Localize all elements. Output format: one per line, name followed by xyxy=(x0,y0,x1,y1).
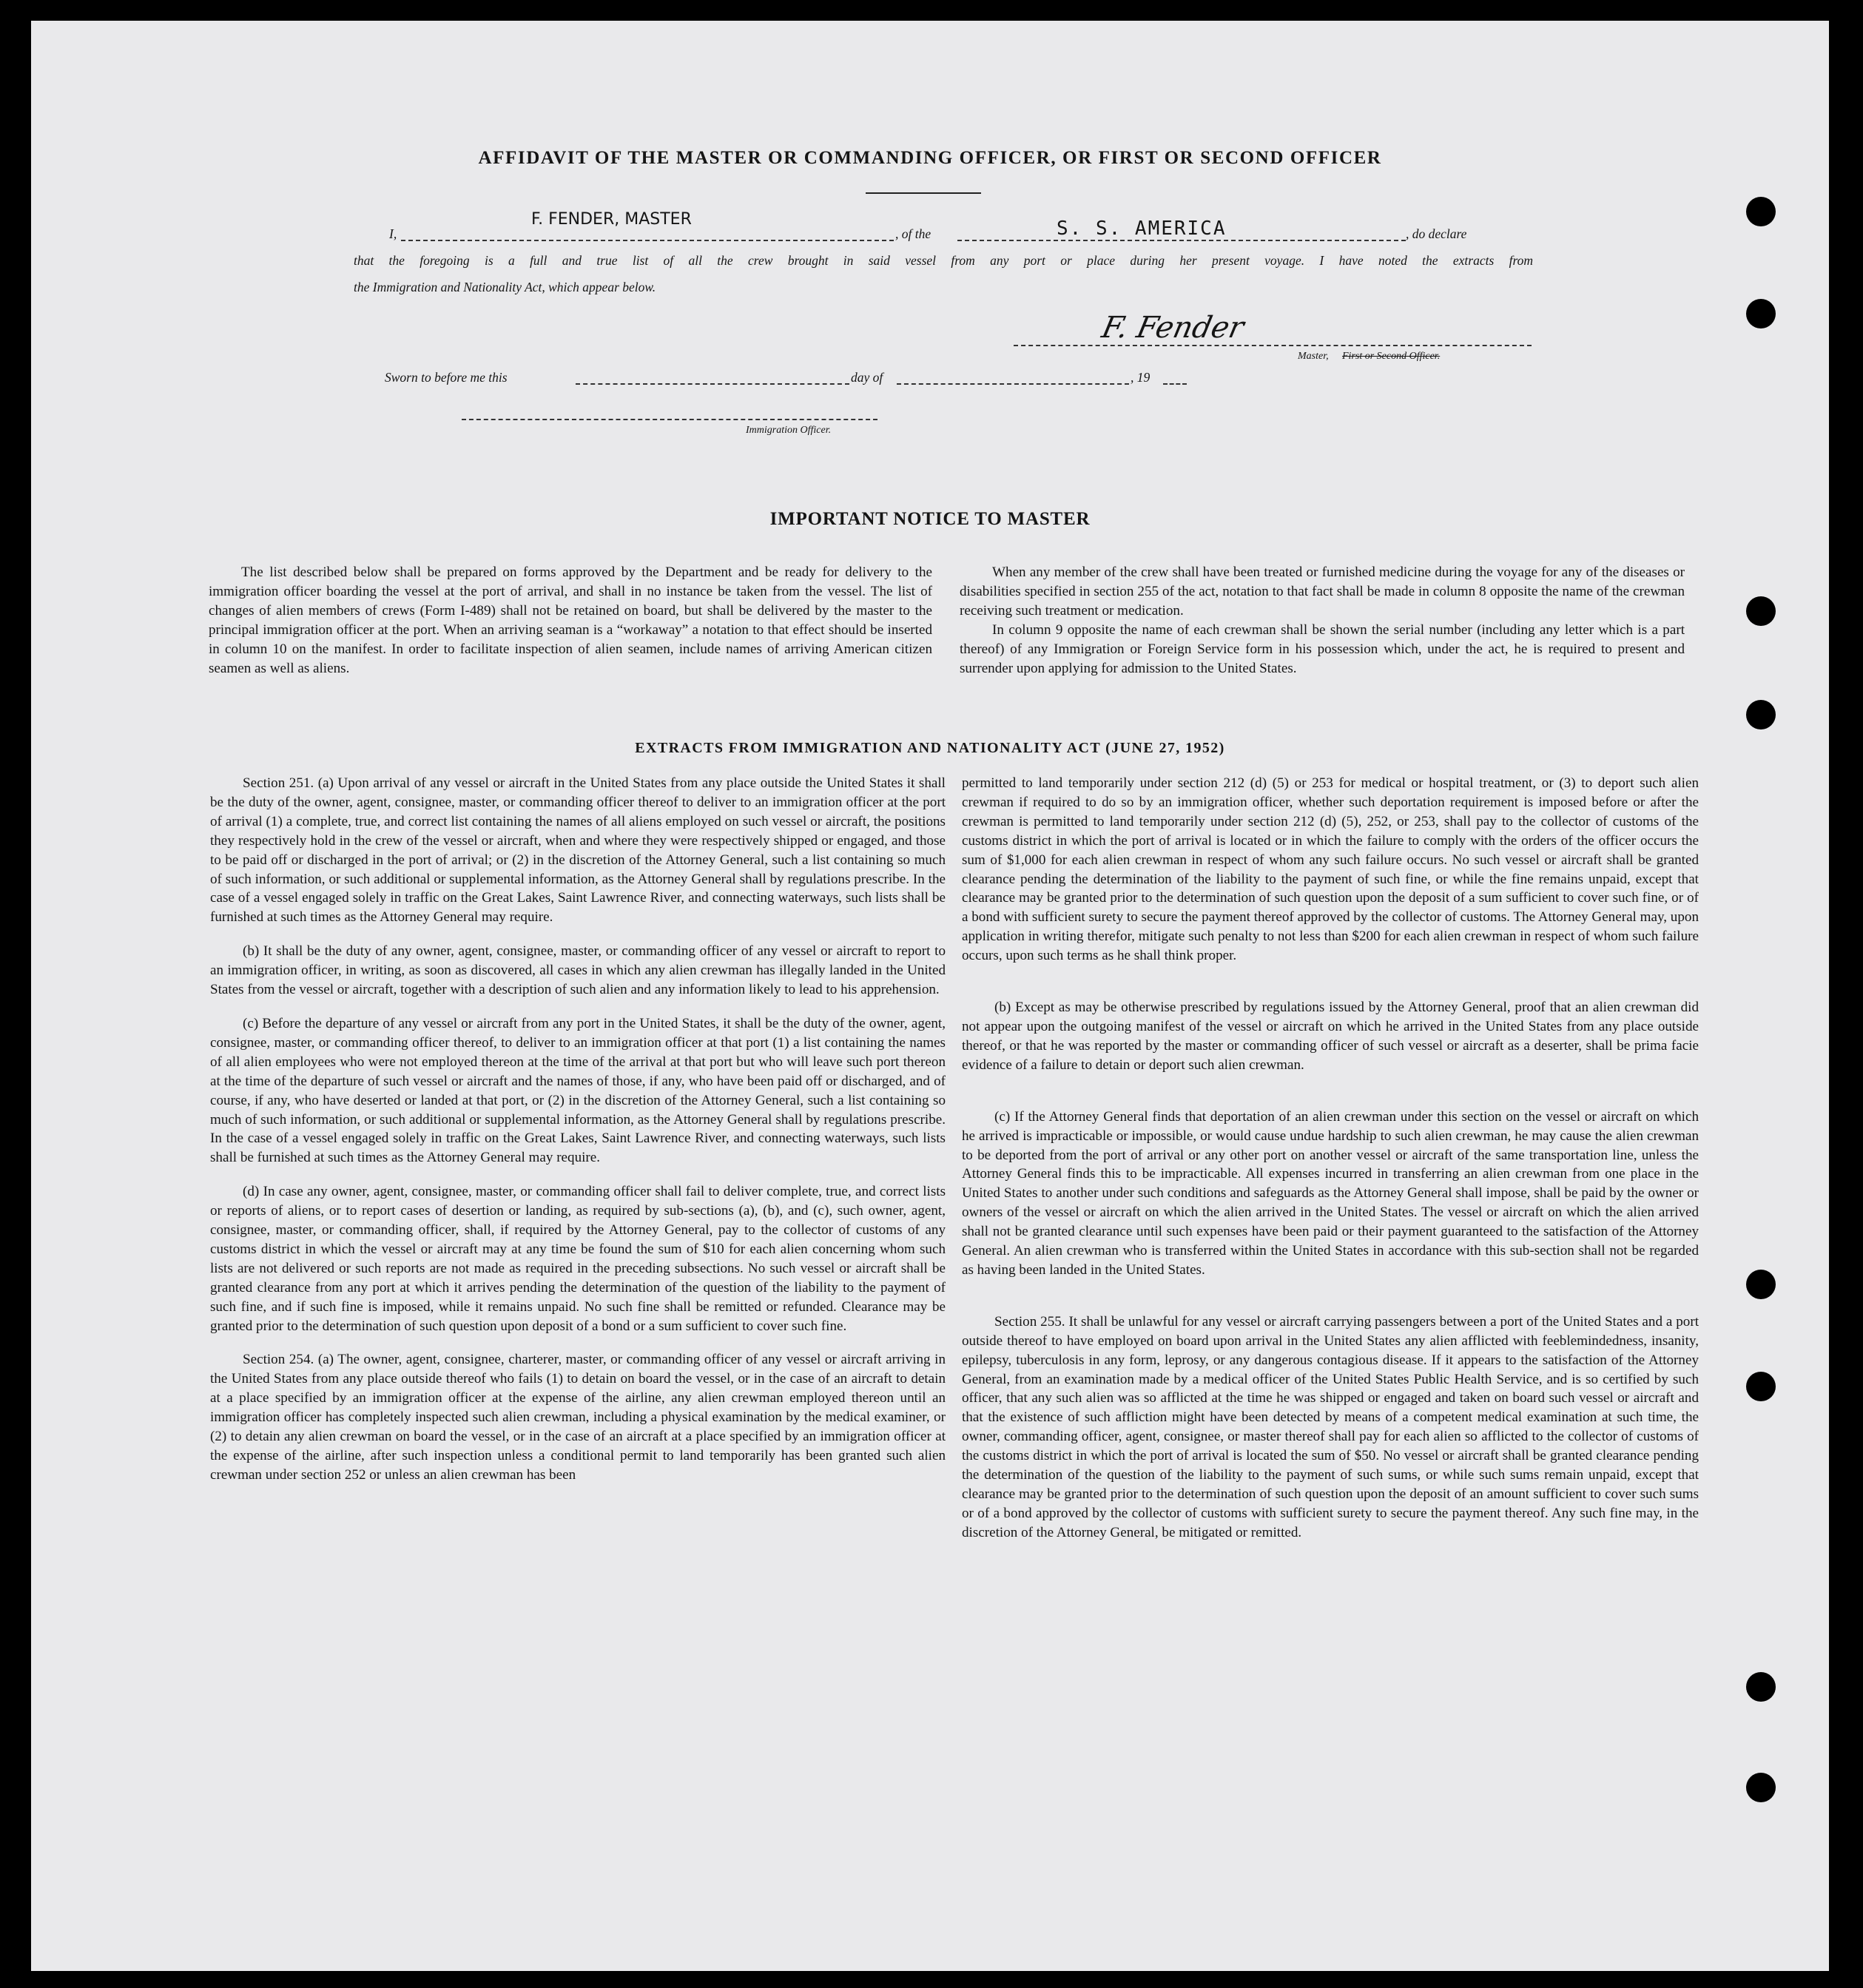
signer-title-struck: First or Second Officer. xyxy=(1342,351,1441,362)
title-rule xyxy=(866,192,981,194)
sworn-year-line xyxy=(1163,383,1187,385)
document-page xyxy=(31,21,1829,1971)
punch-hole xyxy=(1746,1773,1776,1802)
master-name: F. FENDER, MASTER xyxy=(531,210,692,229)
of-the-label: , of the xyxy=(895,226,932,241)
declaration-line-1: that the foregoing is a full and true list of all the crew brought in said vessel from any port or place during her present voyage. I have noted the extracts from xyxy=(354,253,1533,268)
officer-signature-line xyxy=(462,419,877,420)
section-255: Section 255. It shall be unlawful for any vessel or aircraft carrying passengers between a port of the United States and a port outside thereof to have employed on board upon arrival in the United States any alien afflicted with feeblemindedness, insanity, epilepsy, tuberculosis in any form, leprosy, or any dangerous contagious disease. If it appears to the satisfaction of the Attorney General, from an examination made by a medical officer of the United States Public Health Service, and is so certified by such officer, that any such alien was so afflicted at the time he was shipped or engaged and taken on board such vessel or aircraft and that the existence of such affliction might have been detected by means of a competent medical examination at such time, the owner, commanding officer, agent, consignee, or master thereof shall pay for each alien so afflicted to the collector of customs of the customs district in which the port of arrival is located the sum of $50. No vessel or aircraft shall be granted clearance pending the determination of the question of the liability to the payment of such sums, or while such sums remain unpaid, except that clearance may be granted prior to the determination of such question upon the deposit of an amount sufficient to cover such sums or of a bond approved by the collector of customs with sufficient surety to secure the payment thereof. Any such fine may, in the discretion of the Attorney General, be mitigated or remitted. xyxy=(962,1313,1699,1540)
punch-hole xyxy=(1746,299,1776,328)
sworn-label: Sworn to before me this xyxy=(385,370,508,385)
day-of-label: day of xyxy=(851,370,883,385)
section-251a: Section 251. (a) Upon arrival of any vessel or aircraft in the United States from any place outside the United States it shall be the duty of the owner, agent, consignee, master, or commanding officer thereof to deliver to an immigration officer at the port of arrival (1) a complete, true, and correct list containing the names of all aliens employed on such vessel or aircraft, the positions they respectively hold in the crew of the vessel or aircraft, when and where they were respectively shipped or engaged, and those to be paid off or discharged in the port of arrival; or (2) in the discretion of the Attorney General, such a list containing so much of such information, or such additional or supplemental information, as the Attorney General shall by regulations prescribe. In the case of a vessel engaged solely in traffic on the Great Lakes, Saint Lawrence River, and connecting waterways, such lists shall be furnished at such times as the Attorney General may require. xyxy=(210,775,946,926)
vessel-line xyxy=(957,240,1406,241)
declaration-line-2: the Immigration and Nationality Act, which appear below. xyxy=(354,280,656,294)
vessel-name: S. S. AMERICA xyxy=(1057,218,1227,240)
extracts-right-column xyxy=(962,774,1699,1543)
section-254c: (c) If the Attorney General finds that deportation of an alien crewman under this section on the vessel or aircraft on which he arrived is impracticable or impossible, or would cause undue hardship to such alien crewman, he may cause the alien crewman to be deported from the port of arrival or any other port on another vessel or aircraft of the same transportation line, unless the Attorney General finds this to be impracticable. All expenses incurred in transferring an alien crewman from one place in the United States to another under such conditions and safeguards as the Attorney General shall impose, shall be paid by the owner or owners of the vessel or aircraft on which the alien arrived in the United States. The vessel or aircraft on which the alien arrived shall not be granted clearance until such expenses have been paid or their payment guaranteed to the satisfaction of the Attorney General. An alien crewman who is transferred within the United States in accordance with this sub-section shall not be regarded as having been landed in the United States. xyxy=(962,1108,1699,1278)
notice-left-column xyxy=(209,563,932,678)
name-line xyxy=(401,240,894,241)
section-251c: (c) Before the departure of any vessel or aircraft from any port in the United States, it shall be the duty of the owner, agent, consignee, master, or commanding officer thereof, to deliver to an immigration officer at that port (1) a list containing the names of all alien employees who were not employed thereon at the time of the arrival at that port but who will leave such port thereon at the time of the departure of such vessel or aircraft and the names of those, if any, who have been paid off or discharged, and of course, if any, who have deserted or landed at that port, or (2) in the discretion of the Attorney General, such a list containing so much of such information, or such additional or supplemental information, as the Attorney General shall by regulations prescribe. In the case of a vessel engaged solely in traffic on the Great Lakes, Saint Lawrence River, and connecting waterways, such lists shall be furnished at such times as the Attorney General may require. xyxy=(210,1015,946,1166)
section-251b: (b) It shall be the duty of any owner, agent, consignee, master, or commanding officer of any vessel or aircraft to report to an immigration officer, in writing, as soon as discovered, all cases in which any alien crewman has illegally landed in the United States from the vessel or aircraft, together with a description of such alien and any information likely to lead to his apprehension. xyxy=(210,943,946,998)
notice-right-paragraph-2: In column 9 opposite the name of each crewman shall be shown the serial number (including any letter which is a part thereof) of any Immigration or Foreign Service form in his possession which, under the act, he is required to present and surrender upon applying for admission to the United States. xyxy=(960,621,1685,676)
notice-right-paragraph-1: When any member of the crew shall have been treated or furnished medicine during the voyage for any of the diseases or disabilities specified in section 255 of the act, notation to that fact shall be made in column 8 opposite the name of the crewman receiving such treatment or medication. xyxy=(960,565,1685,619)
notice-title: IMPORTANT NOTICE TO MASTER xyxy=(769,509,1091,529)
punch-hole xyxy=(1746,1672,1776,1702)
affidavit-title: AFFIDAVIT OF THE MASTER OR COMMANDING OFFICER, OR FIRST OR SECOND OFFICER xyxy=(478,148,1382,168)
immigration-officer-label: Immigration Officer. xyxy=(746,425,832,436)
do-declare-label: , do declare xyxy=(1406,226,1467,241)
extracts-title: EXTRACTS FROM IMMIGRATION AND NATIONALITY ACT (JUNE 27, 1952) xyxy=(635,740,1225,756)
sworn-day-line xyxy=(576,383,849,385)
section-251d: (d) In case any owner, agent, consignee, master, or commanding officer shall fail to deliver complete, true, and correct lists or reports of aliens, or to report cases of desertion or landing, as required by sub-sections (a), (b), and (c), such owner, agent, consignee, master, or commanding officer, shall, if required by the Attorney General, pay to the collector of customs of any customs district in which the vessel or aircraft may at any time be found the sum of $10 for each alien concerning whom such lists are not delivered or such reports are not made as required in the preceding subsections. No such vessel or aircraft shall be granted clearance from any port at which it arrives pending the determination of the question of the liability to the payment of such fine, and if such fine is imposed, while it remains unpaid. No such fine shall be remitted or refunded. Clearance may be granted prior to the determination of such question upon deposit of a bond or a sum sufficient to cover such fine. xyxy=(210,1184,946,1334)
section-254a-continued: permitted to land temporarily under section 212 (d) (5) or 253 for medical or hospital treatment, or (3) to deport such alien crewman if required to do so by an immigration officer, whether such deportation requirement is imposed before or after the crewman is permitted to land temporarily under section 212 (d) (5), 252, or 253, shall pay to the collector of customs of the customs district in which the port of arrival is located or in which the failure to comply with the orders of the officer occurs the sum of $1,000 for each alien crewman in respect of whom any such failure occurs. No such vessel or aircraft shall be granted clearance pending the determination of the liability to the payment of such fine, or while the fine remains unpaid, except that clearance may be granted prior to the determination of such question upon the deposit of a sum sufficient to cover such fine, or of a bond with sufficient surety to secure the payment thereof approved by the collector of customs. The Attorney General may, upon application in writing therefor, mitigate such penalty to not less than $200 for each alien crewman in respect of whom such failure occurs, upon such terms as he shall think proper. xyxy=(962,775,1699,964)
extracts-left-column xyxy=(210,774,946,1485)
section-254b: (b) Except as may be otherwise prescribed by regulations issued by the Attorney General, proof that an alien crewman did not appear upon the outgoing manifest of the vessel or aircraft on which he arrived in the United States from any place outside thereof, or that he was reported by the master or commanding officer of such vessel or aircraft as a deserter, shall be prima facie evidence of a failure to detain or deport such alien crewman. xyxy=(962,1000,1699,1073)
signature-line xyxy=(1014,345,1532,346)
notice-right-column xyxy=(960,563,1685,678)
signer-title-master: Master, xyxy=(1298,351,1329,362)
punch-hole xyxy=(1746,1270,1776,1299)
punch-hole xyxy=(1746,1372,1776,1401)
notice-left-paragraph: The list described below shall be prepared on forms approved by the Department and be ready for delivery to the immigration officer boarding the vessel at the port of arrival, and shall in no instance be taken from the vessel. The list of changes of alien members of crews (Form I-489) shall not be retained on board, but shall be delivered by the master to the principal immigration officer at the port. When an arriving seaman is a “workaway” a notation to that effect should be inserted in column 10 on the manifest. In order to facilitate inspection of alien seamen, include names of arriving American citizen seamen as well as aliens. xyxy=(209,565,932,676)
punch-hole xyxy=(1746,596,1776,626)
section-254a: Section 254. (a) The owner, agent, consignee, charterer, master, or commanding officer of any vessel or aircraft arriving in the United States from any place outside thereof who fails (1) to detain on board the vessel, or in the case of an aircraft to detain at a place specified by an immigration officer at the expense of the airline, any alien crewman employed thereon until an immigration officer has completely inspected such alien crewman, including a physical examination by the medical examiner, or (2) to detain any alien crewman on board the vessel, or in the case of an aircraft at a place specified by an immigration officer at the expense of the airline, after such inspection unless a conditional permit to land temporarily has been granted such alien crewman under section 252 or unless an alien crewman has been xyxy=(210,1352,946,1483)
punch-hole xyxy=(1746,197,1776,226)
year-label: , 19 xyxy=(1131,370,1151,385)
sworn-month-line xyxy=(897,383,1129,385)
master-signature: F. Fender xyxy=(1099,311,1247,345)
punch-hole xyxy=(1746,700,1776,730)
i-label: I, xyxy=(389,226,397,241)
